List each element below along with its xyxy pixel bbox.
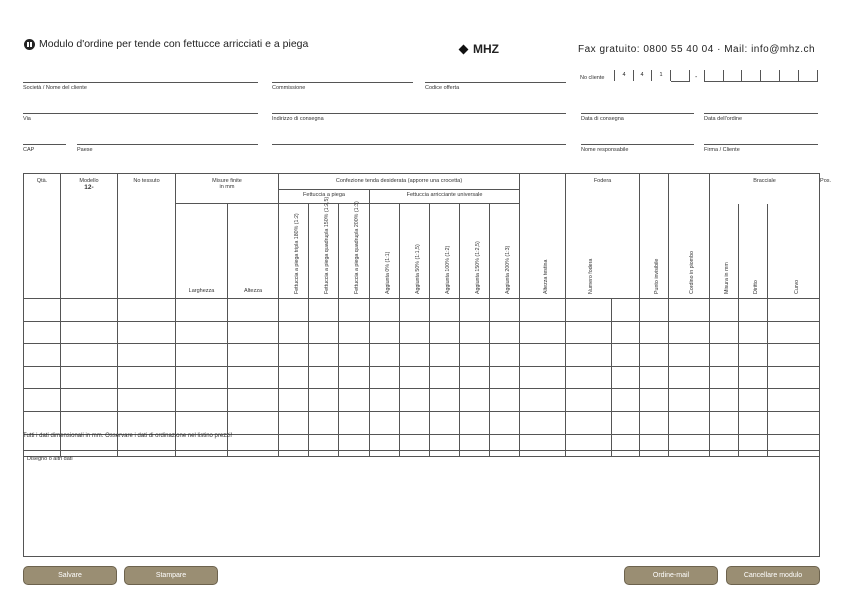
order-cell[interactable] (460, 321, 490, 344)
zip-label: CAP (23, 147, 35, 153)
order-cell[interactable] (400, 389, 430, 412)
order-cell[interactable] (400, 299, 430, 322)
tieback-curved-label: Curvo (793, 279, 800, 294)
order-cell[interactable] (739, 344, 768, 367)
brand-logo (460, 42, 499, 56)
delivery-date-label: Data di consegna (581, 116, 624, 122)
order-cell[interactable] (739, 366, 768, 389)
order-cell[interactable] (61, 366, 118, 389)
pleat-col-header (279, 204, 309, 299)
order-cell[interactable] (228, 389, 279, 412)
order-cell[interactable] (490, 411, 520, 434)
order-cell[interactable] (118, 299, 176, 322)
pleat-tape-header: Fettuccia a piega (279, 190, 370, 204)
order-cell[interactable] (309, 366, 339, 389)
order-cell[interactable] (118, 344, 176, 367)
company-field[interactable] (23, 82, 258, 83)
commission-field[interactable] (272, 82, 413, 83)
delivery-address-label: Indirizzo di consegna (272, 116, 324, 122)
client-no-input[interactable] (742, 70, 761, 82)
email-order-button[interactable]: Ordine-mail (624, 566, 718, 585)
order-cell[interactable] (710, 366, 739, 389)
order-cell[interactable] (24, 389, 61, 412)
country-field[interactable] (77, 144, 258, 145)
order-cell[interactable] (24, 411, 61, 434)
order-cell[interactable] (430, 366, 460, 389)
order-cell[interactable] (566, 366, 612, 389)
order-cell[interactable] (430, 389, 460, 412)
order-cell[interactable] (520, 411, 566, 434)
order-cell[interactable] (710, 389, 739, 412)
header-height-label: Altezza testina (542, 259, 549, 294)
order-cell[interactable] (612, 321, 640, 344)
order-cell[interactable] (370, 299, 400, 322)
order-cell[interactable] (520, 299, 566, 322)
order-cell[interactable] (490, 299, 520, 322)
order-cell[interactable] (490, 389, 520, 412)
order-cell[interactable] (61, 321, 118, 344)
order-cell[interactable] (370, 366, 400, 389)
delivery-address-field[interactable] (272, 113, 566, 114)
order-cell[interactable] (739, 299, 768, 322)
order-date-field[interactable] (704, 113, 818, 114)
client-no-input[interactable] (799, 70, 818, 82)
print-button[interactable]: Stampare (124, 566, 218, 585)
order-cell[interactable] (24, 366, 61, 389)
order-cell[interactable] (176, 299, 228, 322)
client-no-separator: - (695, 74, 698, 81)
gather-col-header (490, 204, 520, 299)
order-cell[interactable] (309, 299, 339, 322)
order-cell[interactable] (520, 389, 566, 412)
order-cell[interactable] (520, 321, 566, 344)
signature-field[interactable] (704, 144, 818, 145)
save-button[interactable]: Salvare (23, 566, 117, 585)
height-header: Altezza (228, 204, 279, 299)
order-cell[interactable] (370, 321, 400, 344)
responsible-name-label: Nome responsabile (581, 147, 629, 153)
gather-col-header (370, 204, 400, 299)
order-cell[interactable] (768, 299, 820, 322)
order-cell[interactable] (430, 411, 460, 434)
order-cell[interactable] (339, 321, 370, 344)
tieback-curved-header (768, 204, 820, 299)
order-cell[interactable] (669, 366, 710, 389)
order-cell[interactable] (612, 344, 640, 367)
order-cell[interactable] (710, 344, 739, 367)
delivery-address-field-2[interactable] (272, 144, 566, 145)
order-cell[interactable] (176, 411, 228, 434)
client-no-input[interactable] (671, 70, 690, 82)
fabric-no-header: No tessuto (118, 174, 176, 299)
order-cell[interactable] (279, 411, 309, 434)
finished-size-unit: in mm (219, 184, 235, 190)
gather-col-header (430, 204, 460, 299)
tieback-header: Bracciale (710, 174, 820, 204)
order-cell[interactable] (768, 344, 820, 367)
form-title-text: Modulo d'ordine per tende con fettucce arricciati e a piega (39, 38, 309, 50)
order-cell[interactable] (520, 366, 566, 389)
order-cell[interactable] (669, 299, 710, 322)
gather-col-header (400, 204, 430, 299)
order-cell[interactable] (669, 389, 710, 412)
order-cell[interactable] (669, 321, 710, 344)
order-date-label: Data dell'ordine (704, 116, 743, 122)
model-header-value: 12- (84, 184, 94, 191)
client-no-input[interactable] (723, 70, 742, 82)
order-cell[interactable] (339, 299, 370, 322)
client-no-digit: 4 (614, 70, 634, 81)
finished-size-header (176, 174, 279, 204)
order-cell[interactable] (339, 366, 370, 389)
order-cell[interactable] (309, 411, 339, 434)
street-label: Via (23, 116, 31, 122)
order-cell[interactable] (228, 321, 279, 344)
model-header (61, 174, 118, 299)
order-cell[interactable] (24, 344, 61, 367)
order-cell[interactable] (739, 389, 768, 412)
order-cell[interactable] (61, 411, 118, 434)
lead-cord-label: Cordino in piombo (689, 251, 696, 294)
order-cell[interactable] (176, 366, 228, 389)
zip-field[interactable] (23, 144, 66, 145)
order-cell[interactable] (118, 411, 176, 434)
order-cell[interactable] (430, 321, 460, 344)
order-cell[interactable] (279, 299, 309, 322)
order-cell[interactable] (669, 411, 710, 434)
order-cell[interactable] (309, 344, 339, 367)
order-cell[interactable] (339, 389, 370, 412)
lining-number-header (566, 204, 640, 299)
order-cell[interactable] (279, 321, 309, 344)
order-cell[interactable] (739, 321, 768, 344)
client-no-input[interactable] (761, 70, 780, 82)
order-cell[interactable] (640, 366, 669, 389)
order-cell[interactable] (279, 389, 309, 412)
order-cell[interactable] (768, 366, 820, 389)
order-cell[interactable] (279, 344, 309, 367)
pleat-col-label: Fettuccia a piega tripla 180% (1:2) (293, 213, 300, 294)
gather-col-label: Aggiunta 50% (1:1,5) (414, 244, 421, 294)
order-cell[interactable] (612, 366, 640, 389)
finished-size-label: Misure finite (212, 178, 242, 184)
order-cell[interactable] (566, 321, 612, 344)
qty-header: Qtà. (24, 174, 61, 299)
lining-number-label: Numero fodera (587, 258, 594, 294)
order-cell[interactable] (566, 299, 612, 322)
commission-label: Commissione (272, 85, 306, 91)
client-no-label: No cliente (580, 75, 605, 81)
gather-tape-header: Fettuccia arricciante universale (370, 190, 520, 204)
order-cell[interactable] (339, 344, 370, 367)
order-cell[interactable] (640, 411, 669, 434)
order-cell[interactable] (612, 389, 640, 412)
tieback-straight-label: Diritto (753, 280, 760, 294)
order-cell[interactable] (61, 389, 118, 412)
order-cell[interactable] (490, 321, 520, 344)
client-no-digit: 4 (633, 70, 652, 81)
order-row (24, 389, 820, 412)
order-cell[interactable] (370, 411, 400, 434)
drawing-area[interactable] (23, 450, 820, 557)
order-cell[interactable] (176, 344, 228, 367)
clear-form-button[interactable]: Cancellare modulo (726, 566, 820, 585)
order-cell[interactable] (400, 411, 430, 434)
order-cell[interactable] (739, 411, 768, 434)
order-cell[interactable] (118, 389, 176, 412)
order-cell[interactable] (490, 344, 520, 367)
order-row (24, 299, 820, 322)
order-cell[interactable] (176, 321, 228, 344)
gather-col-header (460, 204, 490, 299)
order-row (24, 366, 820, 389)
offer-code-label: Codice offerta (425, 85, 460, 91)
gather-col-label: Aggiunta 150% (1:2,5) (474, 241, 481, 294)
dimensions-note: Tutti i dati dimensionali in mm. Osservare i dati di ordinazione nel listino prezzi! (23, 433, 233, 439)
tieback-size-header (710, 204, 739, 299)
order-cell[interactable] (228, 299, 279, 322)
order-cell[interactable] (61, 344, 118, 367)
order-cell[interactable] (460, 366, 490, 389)
country-label: Paese (77, 147, 93, 153)
order-cell[interactable] (612, 411, 640, 434)
offer-code-field[interactable] (425, 82, 566, 83)
order-cell[interactable] (566, 411, 612, 434)
model-header-label: Modello (79, 178, 99, 184)
order-cell[interactable] (710, 411, 739, 434)
gather-col-label: Aggiunta 100% (1:2) (444, 245, 451, 294)
order-cell[interactable] (768, 321, 820, 344)
order-cell[interactable] (460, 411, 490, 434)
order-cell[interactable] (228, 411, 279, 434)
company-label: Società / Nome del cliente (23, 85, 87, 91)
order-cell[interactable] (279, 366, 309, 389)
delivery-date-field[interactable] (581, 113, 694, 114)
order-cell[interactable] (768, 389, 820, 412)
form-title (24, 38, 308, 50)
order-cell[interactable] (400, 344, 430, 367)
order-row (24, 321, 820, 344)
order-cell[interactable] (24, 299, 61, 322)
order-cell[interactable] (640, 344, 669, 367)
invisible-stitch-label: Punto invisibile (654, 258, 661, 294)
order-cell[interactable] (309, 321, 339, 344)
order-table: Qtà. Modello 12- No tessuto Misure finite in mm Confezione tenda desiderata (apporre una crocetta) Altezza testina Fodera Punto invisibile Cordino in piombo Bracciale Pos. Fettuccia a piega Fettuccia arricciante universale Larghezza Altezza Fettuccia a piega tripla 180% (1:2) Fettuccia a piega quadrupla 150% (1:2,5) Fettuccia a piega quadrupla 200% (1:3) Aggiunta 0% (1:1) Aggiunta 50% (1:1,5) Aggiunta 100% (1:2) Aggiunta 150% (1:2,5) Aggiunta 200% (1:3) Numero fodera Misura in mm Diritto Curvo (23, 173, 820, 457)
pause-logo-icon (24, 39, 35, 50)
width-header: Larghezza (176, 204, 228, 299)
diamond-icon (459, 44, 469, 54)
tieback-size-label: Misura in mm (724, 262, 731, 294)
order-cell[interactable] (430, 344, 460, 367)
gather-col-label: Aggiunta 0% (1:1) (384, 251, 391, 294)
order-row (24, 411, 820, 434)
order-cell[interactable] (640, 321, 669, 344)
order-cell[interactable] (24, 321, 61, 344)
curtain-type-header: Confezione tenda desiderata (apporre una crocetta) (279, 174, 520, 190)
order-cell[interactable] (669, 344, 710, 367)
order-cell[interactable] (400, 366, 430, 389)
client-no-input[interactable] (780, 70, 799, 82)
order-cell[interactable] (710, 321, 739, 344)
order-cell[interactable] (228, 344, 279, 367)
order-cell[interactable] (460, 389, 490, 412)
gather-col-label: Aggiunta 200% (1:3) (504, 245, 511, 294)
order-cell[interactable] (640, 389, 669, 412)
order-cell[interactable] (118, 321, 176, 344)
header-height-header (520, 174, 566, 299)
pleat-col-header (339, 201, 370, 299)
order-row (24, 344, 820, 367)
lead-cord-header (669, 174, 710, 299)
order-cell[interactable] (176, 389, 228, 412)
pleat-col-label: Fettuccia a piega quadrupla 200% (1:3) (354, 201, 360, 294)
order-cell[interactable] (520, 344, 566, 367)
client-no-digit: 1 (652, 70, 671, 81)
order-cell[interactable] (370, 344, 400, 367)
order-cell[interactable] (400, 321, 430, 344)
client-no-input[interactable] (704, 70, 724, 82)
responsible-name-field[interactable] (581, 144, 694, 145)
order-cell[interactable] (566, 344, 612, 367)
order-cell[interactable] (612, 299, 640, 322)
street-field[interactable] (23, 113, 258, 114)
order-cell[interactable] (768, 411, 820, 434)
signature-label: Firma / Cliente (704, 147, 740, 153)
order-cell[interactable] (710, 299, 739, 322)
order-cell[interactable] (309, 389, 339, 412)
order-cell[interactable] (61, 299, 118, 322)
tieback-straight-header (739, 204, 768, 299)
order-cell[interactable] (640, 299, 669, 322)
order-cell[interactable] (460, 344, 490, 367)
pleat-col-label: Fettuccia a piega quadrupla 150% (1:2,5) (323, 196, 330, 294)
invisible-stitch-header (640, 174, 669, 299)
order-cell[interactable] (339, 411, 370, 434)
contact-info: Fax gratuito: 0800 55 40 04 · Mail: info@mhz.ch (578, 44, 816, 55)
order-cell[interactable] (566, 389, 612, 412)
order-cell[interactable] (490, 366, 520, 389)
pleat-col-header (309, 196, 339, 299)
order-cell[interactable] (228, 366, 279, 389)
order-cell[interactable] (118, 366, 176, 389)
lining-header: Fodera (566, 174, 640, 204)
drawing-label: Disegno o altri dati (27, 456, 73, 462)
order-cell[interactable] (370, 389, 400, 412)
brand-name: MHZ (473, 42, 499, 56)
order-cell[interactable] (460, 299, 490, 322)
order-cell[interactable] (430, 299, 460, 322)
